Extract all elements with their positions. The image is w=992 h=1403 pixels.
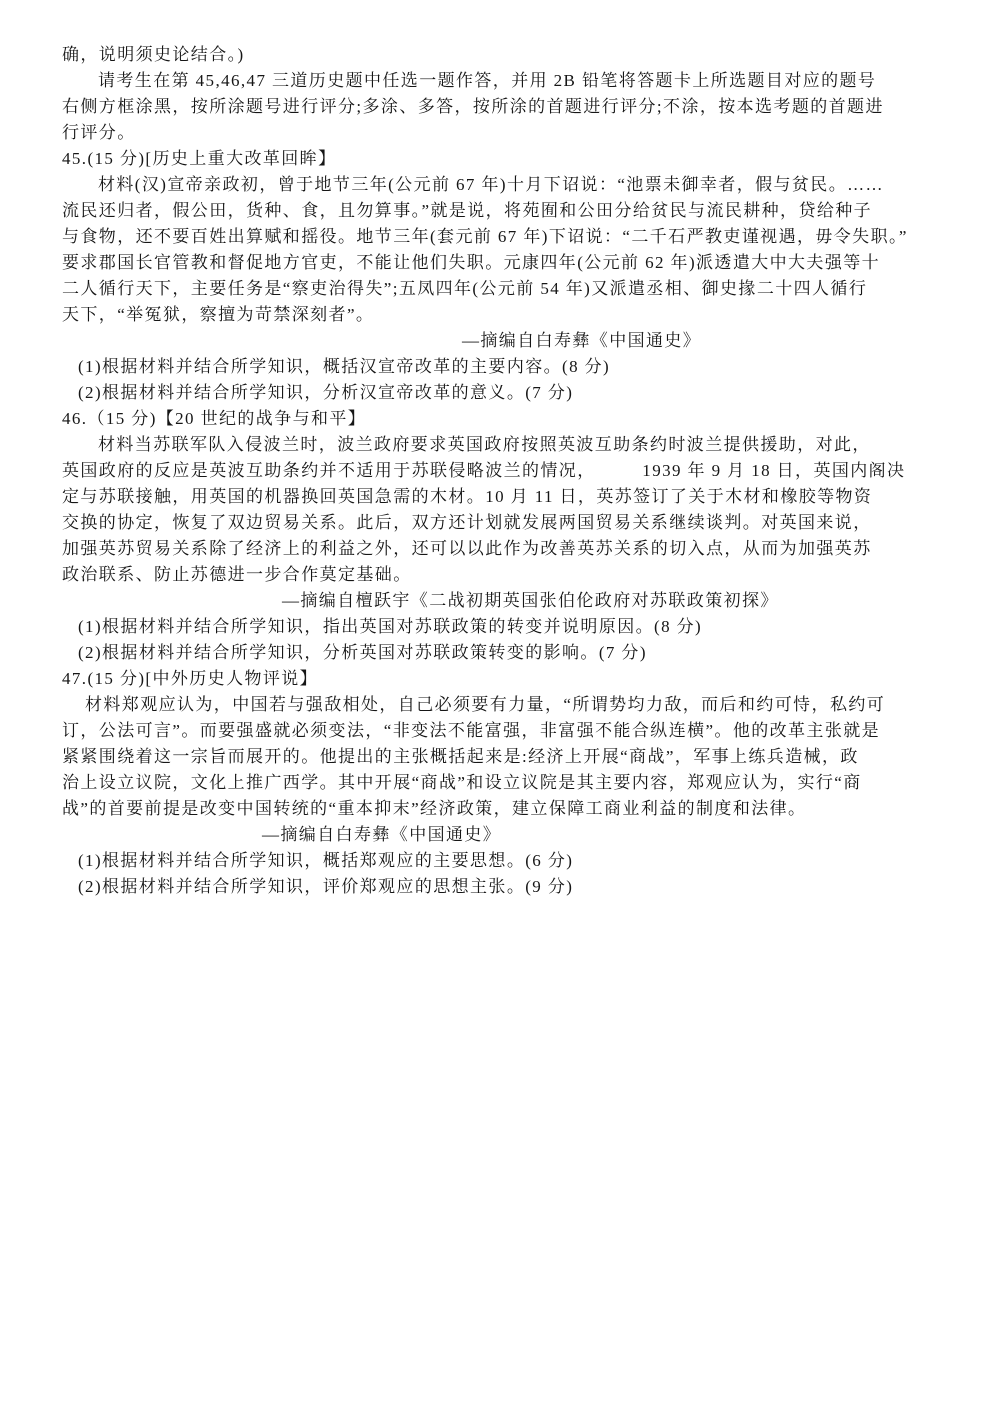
preamble: [62, 42, 942, 146]
question-46-material-line: 交换的协定，恢复了双边贸易关系。此后，双方还计划就发展两国贸易关系继续谈判。对英国来说，: [62, 513, 872, 532]
question-47-heading: 47.(15 分)[中外历史人物评说】: [62, 669, 319, 688]
question-47-subquestion-1: (1)根据材料并结合所学知识，概括郑观应的主要思想。(6 分): [78, 851, 574, 870]
question-47: [62, 666, 942, 900]
preamble-line: 请考生在第 45,46,47 三道历史题中任选一题作答，并用 2B 铅笔将答题卡上所选题目对应的题号: [98, 71, 877, 90]
question-46-material-line: 材料当苏联军队入侵波兰时，波兰政府要求英国政府按照英波互助条约时波兰提供援助，对此，: [98, 435, 871, 454]
question-46: [62, 406, 942, 666]
question-45-material-line: 天下，“举冤狱，察擅为苛禁深刻者”。: [62, 305, 375, 324]
question-46-heading: 46.（15 分)【20 世纪的战争与和平】: [62, 409, 367, 428]
question-45-source: —摘编自白寿彝《中国通史》: [462, 331, 702, 350]
question-45-heading: 45.(15 分)[历史上重大改革回眸】: [62, 149, 337, 168]
question-47-material-line: 治上设立议院，文化上推广西学。其中开展“商战”和设立议院是其主要内容，郑观应认为，实行“商: [62, 773, 862, 792]
question-46-source: —摘编自檀跃宇《二战初期英国张伯伦政府对苏联政策初探》: [282, 591, 779, 610]
question-45: [62, 146, 942, 406]
question-46-material-line: 加强英苏贸易关系除了经济上的利益之外，还可以以此作为改善英苏关系的切入点，从而为加强英苏: [62, 539, 872, 558]
question-45-subquestion-1: (1)根据材料并结合所学知识，概括汉宣帝改革的主要内容。(8 分): [78, 357, 611, 376]
question-47-material-line: 材料郑观应认为，中国若与强敌相处，自己必须要有力量，“所谓势均力敌，而后和约可恃，私约可: [85, 695, 886, 714]
question-47-material-line: 战”的首要前提是改变中国转统的“重本抑末”经济政策，建立保障工商业利益的制度和法律。: [62, 799, 807, 818]
question-45-material-line: 流民还归者，假公田，货种、食，且勿算事。”就是说，将苑囿和公田分给贫民与流民耕种，贷给种子: [62, 201, 873, 220]
question-45-subquestion-2: (2)根据材料并结合所学知识，分析汉宣帝改革的意义。(7 分): [78, 383, 574, 402]
question-45-material-line: 要求郡国长官管教和督促地方官吏，不能让他们失职。元康四年(公元前 62 年)派透遣大中大夫强等十: [62, 253, 881, 272]
question-46-material-line: 政治联系、防止苏德进一步合作莫定基础。: [62, 565, 412, 584]
question-46-subquestion-2: (2)根据材料并结合所学知识，分析英国对苏联政策转变的影响。(7 分): [78, 643, 647, 662]
question-47-source: —摘编自白寿彝《中国通史》: [262, 825, 502, 844]
question-47-material-line: 订，公法可言”。而要强盛就必须变法，“非变法不能富强，非富强不能合纵连横”。他的改革主张就是: [62, 721, 881, 740]
question-47-material-line: 紧紧围绕着这一宗旨而展开的。他提出的主张概括起来是:经济上开展“商战”，军事上练兵造械，政: [62, 747, 859, 766]
preamble-line: 右侧方框涂黑，按所涂题号进行评分;多涂、多答，按所涂的首题进行评分;不涂，按本选考题的首题进: [62, 97, 884, 116]
question-45-material-line: 二人循行天下，主要任务是“察吏治得失”;五凤四年(公元前 54 年)又派遣丞相、御史掾二十四人循行: [62, 279, 868, 298]
preamble-line: 行评分。: [62, 123, 136, 142]
question-45-material-line: 材料(汉)宣帝亲政初，曾于地节三年(公元前 67 年)十月下诏说：“池票未御幸者，假与贫民。……: [98, 175, 884, 194]
preamble-line: 确，说明须史论结合。): [62, 45, 245, 64]
question-45-material-line: 与食物，还不要百姓出算赋和摇役。地节三年(套元前 67 年)下诏说：“二千石严教吏谨视遇，毋令失职。”: [62, 227, 908, 246]
question-46-subquestion-1: (1)根据材料并结合所学知识，指出英国对苏联政策的转变并说明原因。(8 分): [78, 617, 703, 636]
question-46-material-line: 英国政府的反应是英波互助条约并不适用于苏联侵略波兰的情况， 1939 年 9 月 18 日，英国内阁决: [62, 461, 906, 480]
question-47-subquestion-2: (2)根据材料并结合所学知识，评价郑观应的思想主张。(9 分): [78, 877, 574, 896]
question-46-material-line: 定与苏联接触，用英国的机器换回英国急需的木材。10 月 11 日，英苏签订了关于木材和橡胶等物资: [62, 487, 873, 506]
